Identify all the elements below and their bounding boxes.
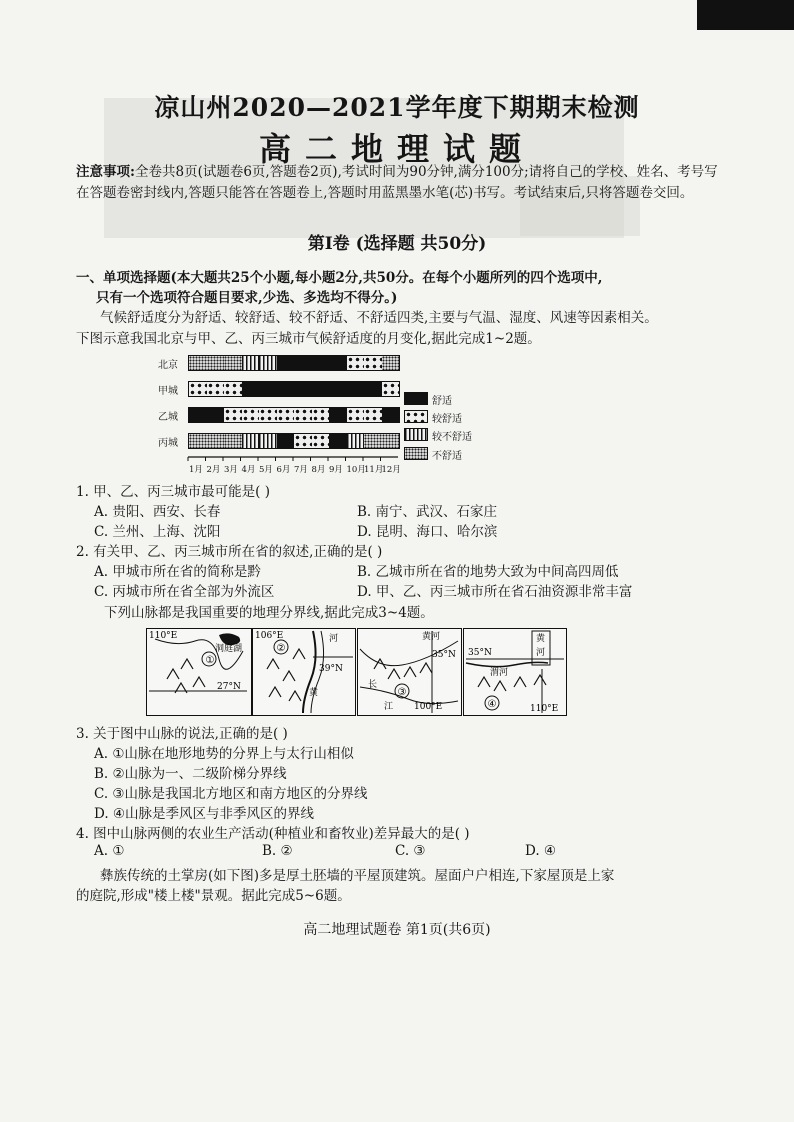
map4-label-1: 河 — [536, 648, 546, 658]
chart-row-label: 甲城 — [158, 386, 178, 397]
legend-swatch — [404, 447, 428, 460]
chart-row-label: 丙城 — [158, 438, 178, 449]
q2-option-c[interactable]: C. 丙城市所在省全部为外流区 — [94, 584, 275, 600]
mountain-map-1 — [147, 629, 251, 715]
map1-label-1: 洞庭湖 — [215, 644, 243, 654]
chart-month-cell — [294, 382, 312, 396]
map4-label-4: 110°E — [530, 704, 559, 714]
chart-month-cell — [224, 408, 242, 422]
q3-option-d[interactable]: D. ④山脉是季风区与非季风区的界线 — [94, 806, 315, 822]
chart-row-bar — [188, 407, 400, 423]
question-2: 2. 有关甲、乙、丙三城市所在省的叙述,正确的是( ) — [76, 544, 383, 560]
month-label: 6月 — [276, 465, 291, 475]
q4-option-d[interactable]: D. ④ — [525, 843, 557, 859]
chart-month-cell — [189, 408, 207, 422]
chart-month-cell — [347, 382, 365, 396]
map4-label-3: 渭河 — [490, 668, 509, 678]
map-3 — [357, 628, 462, 716]
map1-number: ① — [205, 655, 215, 666]
section-title: 第Ⅰ卷 (选择题 共50分) — [307, 234, 487, 254]
legend-swatch — [404, 392, 428, 405]
legend-label: 舒适 — [432, 396, 452, 407]
q1-option-b[interactable]: B. 南宁、武汉、石家庄 — [357, 504, 498, 520]
chart-month-cell — [242, 356, 260, 370]
q2-option-b[interactable]: B. 乙城市所在省的地势大致为中间高四周低 — [357, 564, 619, 580]
mountain-map-3 — [358, 629, 461, 715]
chart-month-cell — [277, 434, 295, 448]
chart-month-cell — [242, 382, 260, 396]
chart-month-cell — [312, 356, 330, 370]
map3-label-1: 35°N — [432, 650, 456, 660]
q2-option-d[interactable]: D. 甲、乙、丙三城市所在省石油资源非常丰富 — [357, 584, 633, 600]
q3-option-a[interactable]: A. ①山脉在地形地势的分界上与太行山相似 — [94, 746, 354, 762]
q4-option-a[interactable]: A. ① — [94, 843, 125, 859]
month-label: 11月 — [364, 465, 384, 475]
intro-housing-1: 彝族传统的土掌房(如下图)多是厚土胚墙的平屋顶建筑。屋面户户相连,下家屋顶是上家 — [100, 868, 615, 884]
map1-label-0: 110°E — [149, 631, 178, 641]
q1-option-a[interactable]: A. 贵阳、西安、长春 — [94, 504, 221, 520]
map3-label-0: 黄河 — [422, 632, 441, 642]
month-label: 1月 — [189, 465, 203, 475]
map4-label-2: 35°N — [468, 648, 492, 658]
intro-housing-2: 的庭院,形成"楼上楼"景观。据此完成5~6题。 — [76, 888, 351, 904]
chart-month-cell — [224, 434, 242, 448]
chart-month-cell — [277, 408, 295, 422]
chart-month-cell — [224, 356, 242, 370]
chart-month-cell — [364, 408, 382, 422]
legend-swatch — [404, 410, 428, 423]
legend-label: 不舒适 — [432, 451, 462, 462]
chart-month-cell — [382, 434, 400, 448]
page-footer: 高二地理试题卷 第1页(共6页) — [303, 922, 491, 938]
chart-month-cell — [382, 356, 400, 370]
chart-month-cell — [224, 382, 242, 396]
chart-month-cell — [259, 382, 277, 396]
chart-month-cell — [259, 356, 277, 370]
q4-option-c[interactable]: C. ③ — [395, 843, 426, 859]
map3-label-4: 100°E — [414, 702, 443, 712]
map1-label-2: 27°N — [217, 682, 241, 692]
chart-month-cell — [242, 434, 260, 448]
q3-option-b[interactable]: B. ②山脉为一、二级阶梯分界线 — [94, 766, 287, 782]
map3-number: ③ — [397, 687, 407, 698]
chart-month-cell — [347, 434, 365, 448]
month-label: 3月 — [224, 465, 238, 475]
exam-title: 凉山州2020—2021学年度下期期末检测 — [154, 93, 640, 122]
chart-month-cell — [347, 408, 365, 422]
map-1 — [146, 628, 252, 716]
chart-row-label: 北京 — [158, 360, 178, 371]
month-label: 2月 — [206, 465, 221, 475]
chart-month-cell — [189, 356, 207, 370]
q3-option-c[interactable]: C. ③山脉是我国北方地区和南方地区的分界线 — [94, 786, 368, 802]
q1-option-d[interactable]: D. 昆明、海口、哈尔滨 — [357, 524, 498, 540]
chart-month-cell — [347, 356, 365, 370]
month-label: 7月 — [294, 465, 308, 475]
notice-label: 注意事项: — [76, 164, 135, 180]
month-label: 10月 — [346, 465, 366, 475]
q2-option-a[interactable]: A. 甲城市所在省的简称是黔 — [94, 564, 261, 580]
chart-month-cell — [382, 382, 400, 396]
chart-month-cell — [277, 382, 295, 396]
chart-month-cell — [277, 356, 295, 370]
chart-month-cell — [329, 382, 347, 396]
chart-month-cell — [189, 382, 207, 396]
map3-label-2: 长 — [368, 680, 378, 690]
chart-month-cell — [207, 434, 225, 448]
legend-swatch — [404, 428, 428, 441]
map3-label-3: 江 — [384, 702, 394, 712]
map-4 — [463, 628, 567, 716]
map2-number: ② — [276, 643, 286, 654]
chart-month-cell — [189, 434, 207, 448]
month-label: 4月 — [241, 465, 256, 475]
chart-month-cell — [259, 408, 277, 422]
chart-month-cell — [312, 408, 330, 422]
chart-row-bar — [188, 381, 400, 397]
notice-text: 全卷共8页(试题卷6页,答题卷2页),考试时间为90分钟,满分100分;请将自己的学校、姓名、考号写在答题卷密封线内,答题只能答在答题卷上,答题时用蓝黑墨水笔(芯)书写。考试结束后,只将答题卷交回。 — [76, 164, 718, 201]
map-2 — [252, 628, 356, 716]
chart-month-cell — [207, 356, 225, 370]
map4-number: ④ — [487, 699, 497, 710]
question-4: 4. 图中山脉两侧的农业生产活动(种植业和畜牧业)差异最大的是( ) — [76, 826, 470, 842]
chart-month-cell — [294, 356, 312, 370]
map2-label-3: 黄 — [309, 688, 319, 698]
map2-label-0: 106°E — [255, 631, 284, 641]
legend-label: 较舒适 — [432, 414, 462, 425]
chart-row-label: 乙城 — [158, 412, 178, 423]
question-3: 3. 关于图中山脉的说法,正确的是( ) — [76, 726, 288, 742]
intro-comfort-2: 下图示意我国北京与甲、乙、丙三城市气候舒适度的月变化,据此完成1~2题。 — [76, 331, 541, 347]
chart-month-cell — [364, 434, 382, 448]
intro-comfort-1: 气候舒适度分为舒适、较舒适、较不舒适、不舒适四类,主要与气温、湿度、风速等因素相关。 — [100, 310, 658, 326]
mountain-map-4 — [464, 629, 566, 715]
question-1: 1. 甲、乙、丙三城市最可能是( ) — [76, 484, 270, 500]
chart-month-cell — [329, 408, 347, 422]
subject-title: 高二地理试题 — [258, 130, 535, 168]
legend-label: 较不舒适 — [432, 432, 472, 443]
chart-month-cell — [364, 356, 382, 370]
chart-month-cell — [207, 382, 225, 396]
chart-month-cell — [207, 408, 225, 422]
mountain-map-2 — [253, 629, 355, 715]
chart-month-cell — [259, 434, 277, 448]
chart-row-bar — [188, 355, 400, 371]
notice — [76, 162, 722, 204]
map2-label-2: 39°N — [319, 664, 343, 674]
chart-row-bar — [188, 433, 400, 449]
chart-month-cell — [294, 434, 312, 448]
map2-label-1: 河 — [329, 634, 339, 644]
chart-month-cell — [329, 356, 347, 370]
month-label: 8月 — [311, 465, 326, 475]
intro-mountains: 下列山脉都是我国重要的地理分界线,据此完成3~4题。 — [104, 605, 434, 621]
q1-option-c[interactable]: C. 兰州、上海、沈阳 — [94, 524, 221, 540]
part1-heading: 一、单项选择题(本大题共25个小题,每小题2分,共50分。在每个小题所列的四个选项中, — [76, 270, 603, 286]
chart-month-cell — [242, 408, 260, 422]
month-label: 5月 — [259, 465, 273, 475]
chart-month-cell — [312, 434, 330, 448]
chart-month-cell — [312, 382, 330, 396]
q4-option-b[interactable]: B. ② — [262, 843, 293, 859]
month-axis — [186, 455, 402, 465]
map4-label-0: 黄 — [536, 634, 546, 644]
chart-month-cell — [329, 434, 347, 448]
chart-month-cell — [364, 382, 382, 396]
chart-month-cell — [382, 408, 400, 422]
month-label: 12月 — [381, 465, 401, 475]
chart-month-cell — [294, 408, 312, 422]
month-label: 9月 — [329, 465, 343, 475]
part1-heading2: 只有一个选项符合题目要求,少选、多选均不得分。) — [96, 290, 398, 306]
